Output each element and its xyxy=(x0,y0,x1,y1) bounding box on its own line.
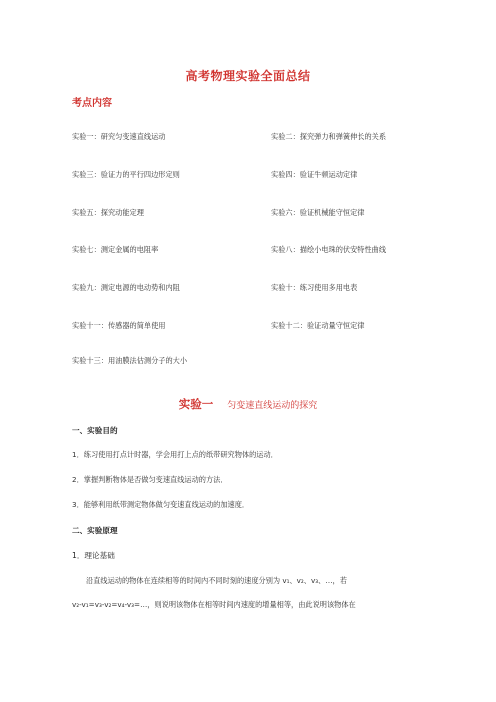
principle-paragraph-line1: 沿直线运动的物体在连续相等的时间内不同时刻的速度分别为 v₁、v₂、v₃、…，若 xyxy=(86,576,347,585)
experiment-item: 实验二：探究弹力和弹簧伸长的关系 xyxy=(271,132,387,141)
experiment-item: 实验七：测定金属的电阻率 xyxy=(72,245,159,254)
purpose-item: 3．能够利用纸带测定物体做匀变速直线运动的加速度． xyxy=(72,500,250,509)
experiment-one-name: 匀变速直线运动的探究 xyxy=(227,401,318,411)
experiment-item: 实验九：测定电源的电动势和内阻 xyxy=(72,283,180,292)
purpose-heading: 一、实验目的 xyxy=(72,426,118,435)
experiment-item: 实验五：探究动能定理 xyxy=(72,208,144,217)
experiment-item: 实验八：描绘小电珠的伏安特性曲线 xyxy=(271,245,387,254)
experiment-item: 实验十一：传感器的简单使用 xyxy=(72,321,166,330)
experiment-one-number: 实验一 xyxy=(178,397,214,411)
experiment-item: 实验六：验证机械能守恒定律 xyxy=(271,208,365,217)
principle-heading: 二、实验原理 xyxy=(72,526,118,535)
purpose-item: 1．练习使用打点计时器，学会用打上点的纸带研究物体的运动． xyxy=(72,450,278,459)
experiment-item: 实验十：练习使用多用电表 xyxy=(271,283,358,292)
principle-paragraph-line2: v₂-v₁=v₃-v₂=v₄-v₃=…，则说明该物体在相等时间内速度的增量相等，由此说明该物体在 xyxy=(72,600,356,609)
experiment-item: 实验一：研究匀变速直线运动 xyxy=(72,132,166,141)
experiment-item: 实验三：验证力的平行四边形定则 xyxy=(72,170,180,179)
experiment-item: 实验四：验证牛顿运动定律 xyxy=(271,170,358,179)
basis-heading: 1．理论基础 xyxy=(72,551,115,560)
experiment-item: 实验十三：用油膜法估测分子的大小 xyxy=(72,356,188,365)
purpose-item: 2．掌握判断物体是否做匀变速直线运动的方法． xyxy=(72,475,228,484)
experiment-one-heading xyxy=(0,393,496,412)
document-title: 高考物理实验全面总结 xyxy=(185,69,311,83)
section-heading-key-points: 考点内容 xyxy=(72,98,112,109)
experiment-item: 实验十二：验证动量守恒定律 xyxy=(271,321,365,330)
